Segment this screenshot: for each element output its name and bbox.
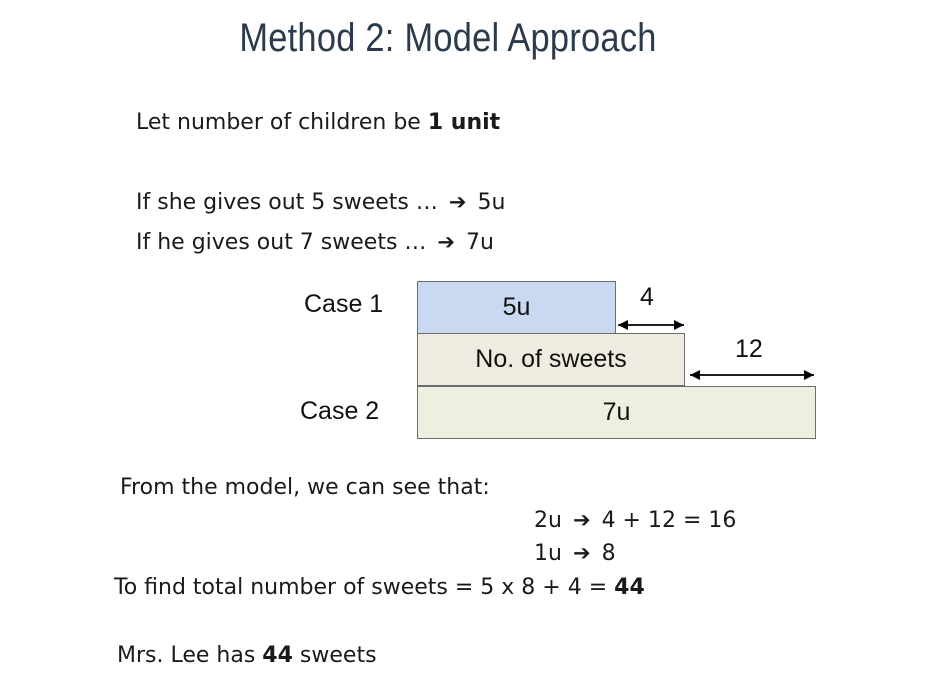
she-result: 5u xyxy=(477,190,506,215)
he-line xyxy=(136,230,494,255)
right-arrow-icon: ➔ xyxy=(437,230,456,254)
right-arrow-icon: ➔ xyxy=(572,508,591,532)
answer-line xyxy=(117,643,377,668)
step-2-left: 1u xyxy=(534,541,562,566)
answer-value: 44 xyxy=(262,643,293,668)
intro-text: Let number of children be xyxy=(136,110,428,135)
bar-5u-label: 5u xyxy=(502,293,531,321)
case-2-label: Case 2 xyxy=(300,397,380,425)
answer-prefix: Mrs. Lee has xyxy=(117,643,263,668)
step-2 xyxy=(534,541,616,566)
bar-sweets-label: No. of sweets xyxy=(475,345,627,373)
conclusion-intro: From the model, we can see that: xyxy=(120,475,490,500)
double-arrow-4-icon xyxy=(612,316,692,334)
diff-4-label: 4 xyxy=(640,283,654,311)
answer-suffix: sweets xyxy=(292,643,377,668)
intro-unit: 1 unit xyxy=(427,110,501,135)
right-arrow-icon: ➔ xyxy=(572,541,591,565)
total-line xyxy=(114,575,645,600)
total-text: To find total number of sweets = 5 x 8 + 4 = xyxy=(114,575,615,600)
step-1 xyxy=(534,508,736,533)
she-line xyxy=(136,190,505,215)
diff-12-label: 12 xyxy=(735,335,763,363)
total-value: 44 xyxy=(614,575,645,600)
step-1-right: 4 + 12 = 16 xyxy=(601,508,737,533)
step-1-left: 2u xyxy=(534,508,562,533)
right-arrow-icon: ➔ xyxy=(448,190,467,214)
he-text: If he gives out 7 sweets … xyxy=(136,230,427,255)
bar-5u xyxy=(417,281,616,334)
intro-line xyxy=(136,110,500,135)
he-result: 7u xyxy=(466,230,494,255)
bar-7u xyxy=(417,386,816,439)
page-title: Method 2: Model Approach xyxy=(239,16,657,60)
double-arrow-12-icon xyxy=(684,366,820,384)
case-1-label: Case 1 xyxy=(304,290,384,318)
bar-no-of-sweets xyxy=(417,333,685,386)
bar-7u-label: 7u xyxy=(602,398,631,426)
she-text: If she gives out 5 sweets … xyxy=(136,190,438,215)
step-2-right: 8 xyxy=(601,541,616,566)
